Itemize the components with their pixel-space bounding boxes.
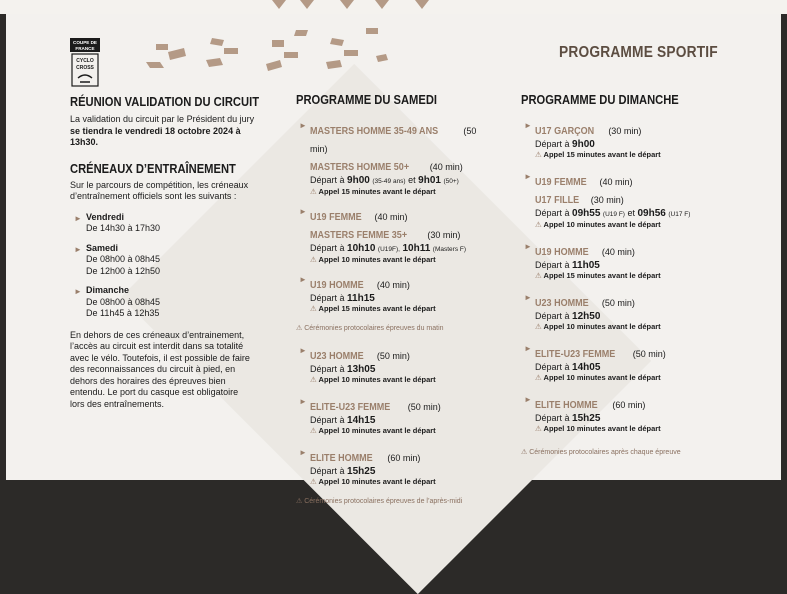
warning-icon: ⚠	[535, 220, 542, 229]
arrow-icon: ►	[299, 346, 307, 355]
warning-icon: ⚠	[296, 325, 303, 332]
event-name: ELITE-U23 FEMME	[535, 348, 616, 360]
event-name: U23 HOMME	[535, 297, 589, 309]
event-block	[521, 242, 726, 281]
departure-line: Départ à 09h55 (U19 F) et 09h56 (U17 F)	[535, 208, 691, 219]
departure-line: Départ à 13h05	[310, 364, 376, 375]
departure-line: Départ à 9h00	[535, 139, 595, 150]
event-name: U19 HOMME	[310, 279, 364, 291]
call-notice: ⚠ Appel 10 minutes avant le départ	[535, 220, 661, 229]
event-duration: (50 min)	[407, 402, 441, 412]
event-name: ELITE-U23 FEMME	[310, 401, 391, 413]
event-block	[296, 397, 496, 436]
event-name: U17 GARÇON	[535, 125, 595, 137]
sunday-heading: PROGRAMME DU DIMANCHE	[521, 92, 679, 107]
arrow-icon: ►	[524, 344, 532, 353]
warning-icon: ⚠	[310, 477, 317, 486]
arrow-icon: ►	[524, 172, 532, 181]
event-duration: (30 min)	[427, 230, 461, 240]
event-duration: (50 min)	[310, 126, 477, 154]
departure-line: Départ à 14h05	[535, 362, 601, 373]
event-name: MASTERS HOMME 50+	[310, 161, 410, 173]
event-duration: (30 min)	[608, 126, 642, 136]
event-name: U17 FILLE	[535, 194, 580, 206]
track-mark	[340, 0, 354, 9]
document-page	[6, 14, 781, 505]
reunion-text-line: 13h30.	[70, 137, 99, 147]
rules-line: des reconnaissances du circuit à pied, en	[70, 364, 236, 374]
event-block	[521, 344, 726, 383]
training-slot: De 11h45 à 12h35	[86, 308, 160, 318]
rules-line: lors des entraînements.	[70, 398, 165, 409]
tire-tracks-decoration	[136, 22, 396, 84]
call-notice: ⚠ Appel 10 minutes avant le départ	[535, 373, 661, 382]
event-block	[296, 275, 496, 314]
warning-icon: ⚠	[535, 271, 542, 280]
ceremony-note: ⚠ Cérémonies protocolaires épreuves de l’après-midi	[296, 498, 463, 505]
warning-icon: ⚠	[535, 150, 542, 159]
training-day	[70, 212, 270, 235]
departure-line: Départ à 10h10 (U19F), 10h11 (Masters F)	[310, 243, 467, 254]
event-name: U19 FEMME	[310, 211, 362, 223]
arrow-icon: ►	[74, 287, 82, 296]
reunion-text-line: La validation du circuit par le Président du jury	[70, 114, 255, 124]
event-duration: (50 min)	[632, 349, 666, 359]
sunday-column	[521, 92, 726, 458]
reunion-text-line: se tiendra le vendredi 18 octobre 2024 à	[70, 125, 241, 136]
event-block	[521, 293, 726, 332]
departure-line: Départ à 14h15	[310, 415, 376, 426]
warning-icon: ⚠	[310, 304, 317, 313]
creneaux-heading: CRÉNEAUX D’ENTRAÎNEMENT	[70, 160, 236, 176]
svg-text:COUPE DE: COUPE DE	[73, 40, 97, 45]
event-block	[296, 448, 496, 487]
event-duration: (30 min)	[590, 195, 624, 205]
event-duration: (40 min)	[374, 212, 408, 222]
left-column	[70, 94, 270, 410]
track-mark	[375, 0, 389, 9]
training-slot: De 14h30 à 17h30	[86, 223, 161, 233]
creneaux-text-line: d’entraînement officiels sont les suivants :	[70, 191, 237, 201]
rules-line: dehors des horaires des épreuves bien	[70, 375, 226, 386]
event-block	[521, 121, 726, 160]
arrow-icon: ►	[524, 242, 532, 251]
saturday-column	[296, 92, 496, 507]
departure-line: Départ à 15h25	[310, 466, 376, 477]
training-rules	[70, 330, 270, 411]
saturday-heading: PROGRAMME DU SAMEDI	[296, 92, 437, 107]
event-block	[521, 172, 726, 230]
arrow-icon: ►	[74, 244, 82, 254]
rules-line: En dehors de ces créneaux d’entrainement,	[70, 329, 245, 340]
event-duration: (40 min)	[599, 177, 633, 187]
warning-icon: ⚠	[535, 373, 542, 382]
track-mark	[272, 0, 286, 9]
training-slot: De 08h00 à 08h45	[86, 296, 161, 307]
event-block	[521, 395, 726, 434]
warning-icon: ⚠	[521, 449, 528, 456]
event-name: U19 FEMME	[535, 176, 587, 188]
coupe-de-france-logo	[70, 38, 100, 88]
call-notice: ⚠ Appel 15 minutes avant le départ	[310, 304, 436, 313]
svg-text:FRANCE: FRANCE	[75, 46, 95, 51]
event-name: MASTERS FEMME 35+	[310, 229, 408, 241]
event-name: U19 HOMME	[535, 246, 589, 258]
warning-icon: ⚠	[296, 498, 303, 505]
event-duration: (40 min)	[429, 162, 463, 172]
arrow-icon: ►	[74, 213, 82, 223]
rules-line: l’accès au circuit est interdit dans sa totalité	[70, 341, 244, 351]
training-day	[70, 285, 270, 320]
event-duration: (50 min)	[376, 351, 410, 361]
call-notice: ⚠ Appel 10 minutes avant le départ	[310, 375, 436, 384]
arrow-icon: ►	[299, 448, 307, 457]
svg-text:CYCLO: CYCLO	[76, 58, 94, 64]
warning-icon: ⚠	[535, 322, 542, 331]
warning-icon: ⚠	[310, 255, 317, 264]
arrow-icon: ►	[299, 121, 307, 130]
event-block	[296, 207, 496, 265]
ceremony-note: ⚠ Cérémonies protocolaires épreuves du matin	[296, 325, 444, 332]
svg-text:CROSS: CROSS	[76, 65, 94, 71]
event-name: ELITE HOMME	[535, 399, 598, 411]
departure-line: Départ à 11h05	[535, 260, 600, 271]
training-day-name: Vendredi	[86, 211, 125, 222]
departure-line: Départ à 12h50	[535, 311, 601, 322]
page-title: PROGRAMME SPORTIF	[559, 44, 718, 61]
track-mark	[415, 0, 429, 9]
arrow-icon: ►	[524, 395, 532, 404]
training-slot: De 08h00 à 08h45	[86, 254, 161, 264]
call-notice: ⚠ Appel 15 minutes avant le départ	[535, 150, 661, 159]
top-banner-strip	[0, 0, 787, 14]
training-day	[70, 243, 270, 278]
ceremony-note: ⚠ Cérémonies protocolaires après chaque épreuve	[521, 449, 681, 456]
call-notice: ⚠ Appel 15 minutes avant le départ	[535, 271, 661, 280]
warning-icon: ⚠	[310, 426, 317, 435]
event-duration: (40 min)	[376, 280, 410, 290]
call-notice: ⚠ Appel 10 minutes avant le départ	[310, 477, 436, 486]
arrow-icon: ►	[299, 397, 307, 406]
event-duration: (60 min)	[387, 453, 421, 463]
call-notice: ⚠ Appel 10 minutes avant le départ	[535, 424, 661, 433]
arrow-icon: ►	[299, 275, 307, 284]
warning-icon: ⚠	[310, 375, 317, 384]
warning-icon: ⚠	[310, 187, 317, 196]
track-mark	[300, 0, 314, 9]
event-name: MASTERS HOMME 35-49 ANS	[310, 125, 439, 137]
departure-line: Départ à 9h00 (35-49 ans) et 9h01 (50+)	[310, 175, 459, 186]
training-slot: De 12h00 à 12h50	[86, 265, 161, 276]
call-notice: ⚠ Appel 15 minutes avant le départ	[310, 187, 436, 196]
training-day-name: Dimanche	[86, 285, 130, 295]
rules-line: entendu. Le port du casque est obligatoire	[70, 387, 239, 397]
arrow-icon: ►	[524, 121, 532, 130]
call-notice: ⚠ Appel 10 minutes avant le départ	[535, 322, 661, 331]
creneaux-text-line: Sur le parcours de compétition, les créneaux	[70, 179, 249, 190]
event-block	[296, 346, 496, 385]
call-notice: ⚠ Appel 10 minutes avant le départ	[310, 255, 436, 264]
call-notice: ⚠ Appel 10 minutes avant le départ	[310, 426, 436, 435]
arrow-icon: ►	[524, 293, 532, 302]
reunion-heading: RÉUNION VALIDATION DU CIRCUIT	[70, 94, 260, 109]
warning-icon: ⚠	[535, 424, 542, 433]
departure-line: Départ à 15h25	[535, 413, 601, 424]
training-day-name: Samedi	[86, 242, 119, 253]
arrow-icon: ►	[299, 207, 307, 216]
event-duration: (60 min)	[612, 400, 646, 410]
departure-line: Départ à 11h15	[310, 293, 375, 304]
event-name: ELITE HOMME	[310, 452, 373, 464]
event-duration: (50 min)	[601, 298, 635, 308]
rules-line: avec le vélo. Toutefois, il est possible de faire	[70, 352, 250, 363]
event-duration: (40 min)	[601, 247, 635, 257]
event-name: U23 HOMME	[310, 350, 364, 362]
event-block	[296, 121, 496, 197]
